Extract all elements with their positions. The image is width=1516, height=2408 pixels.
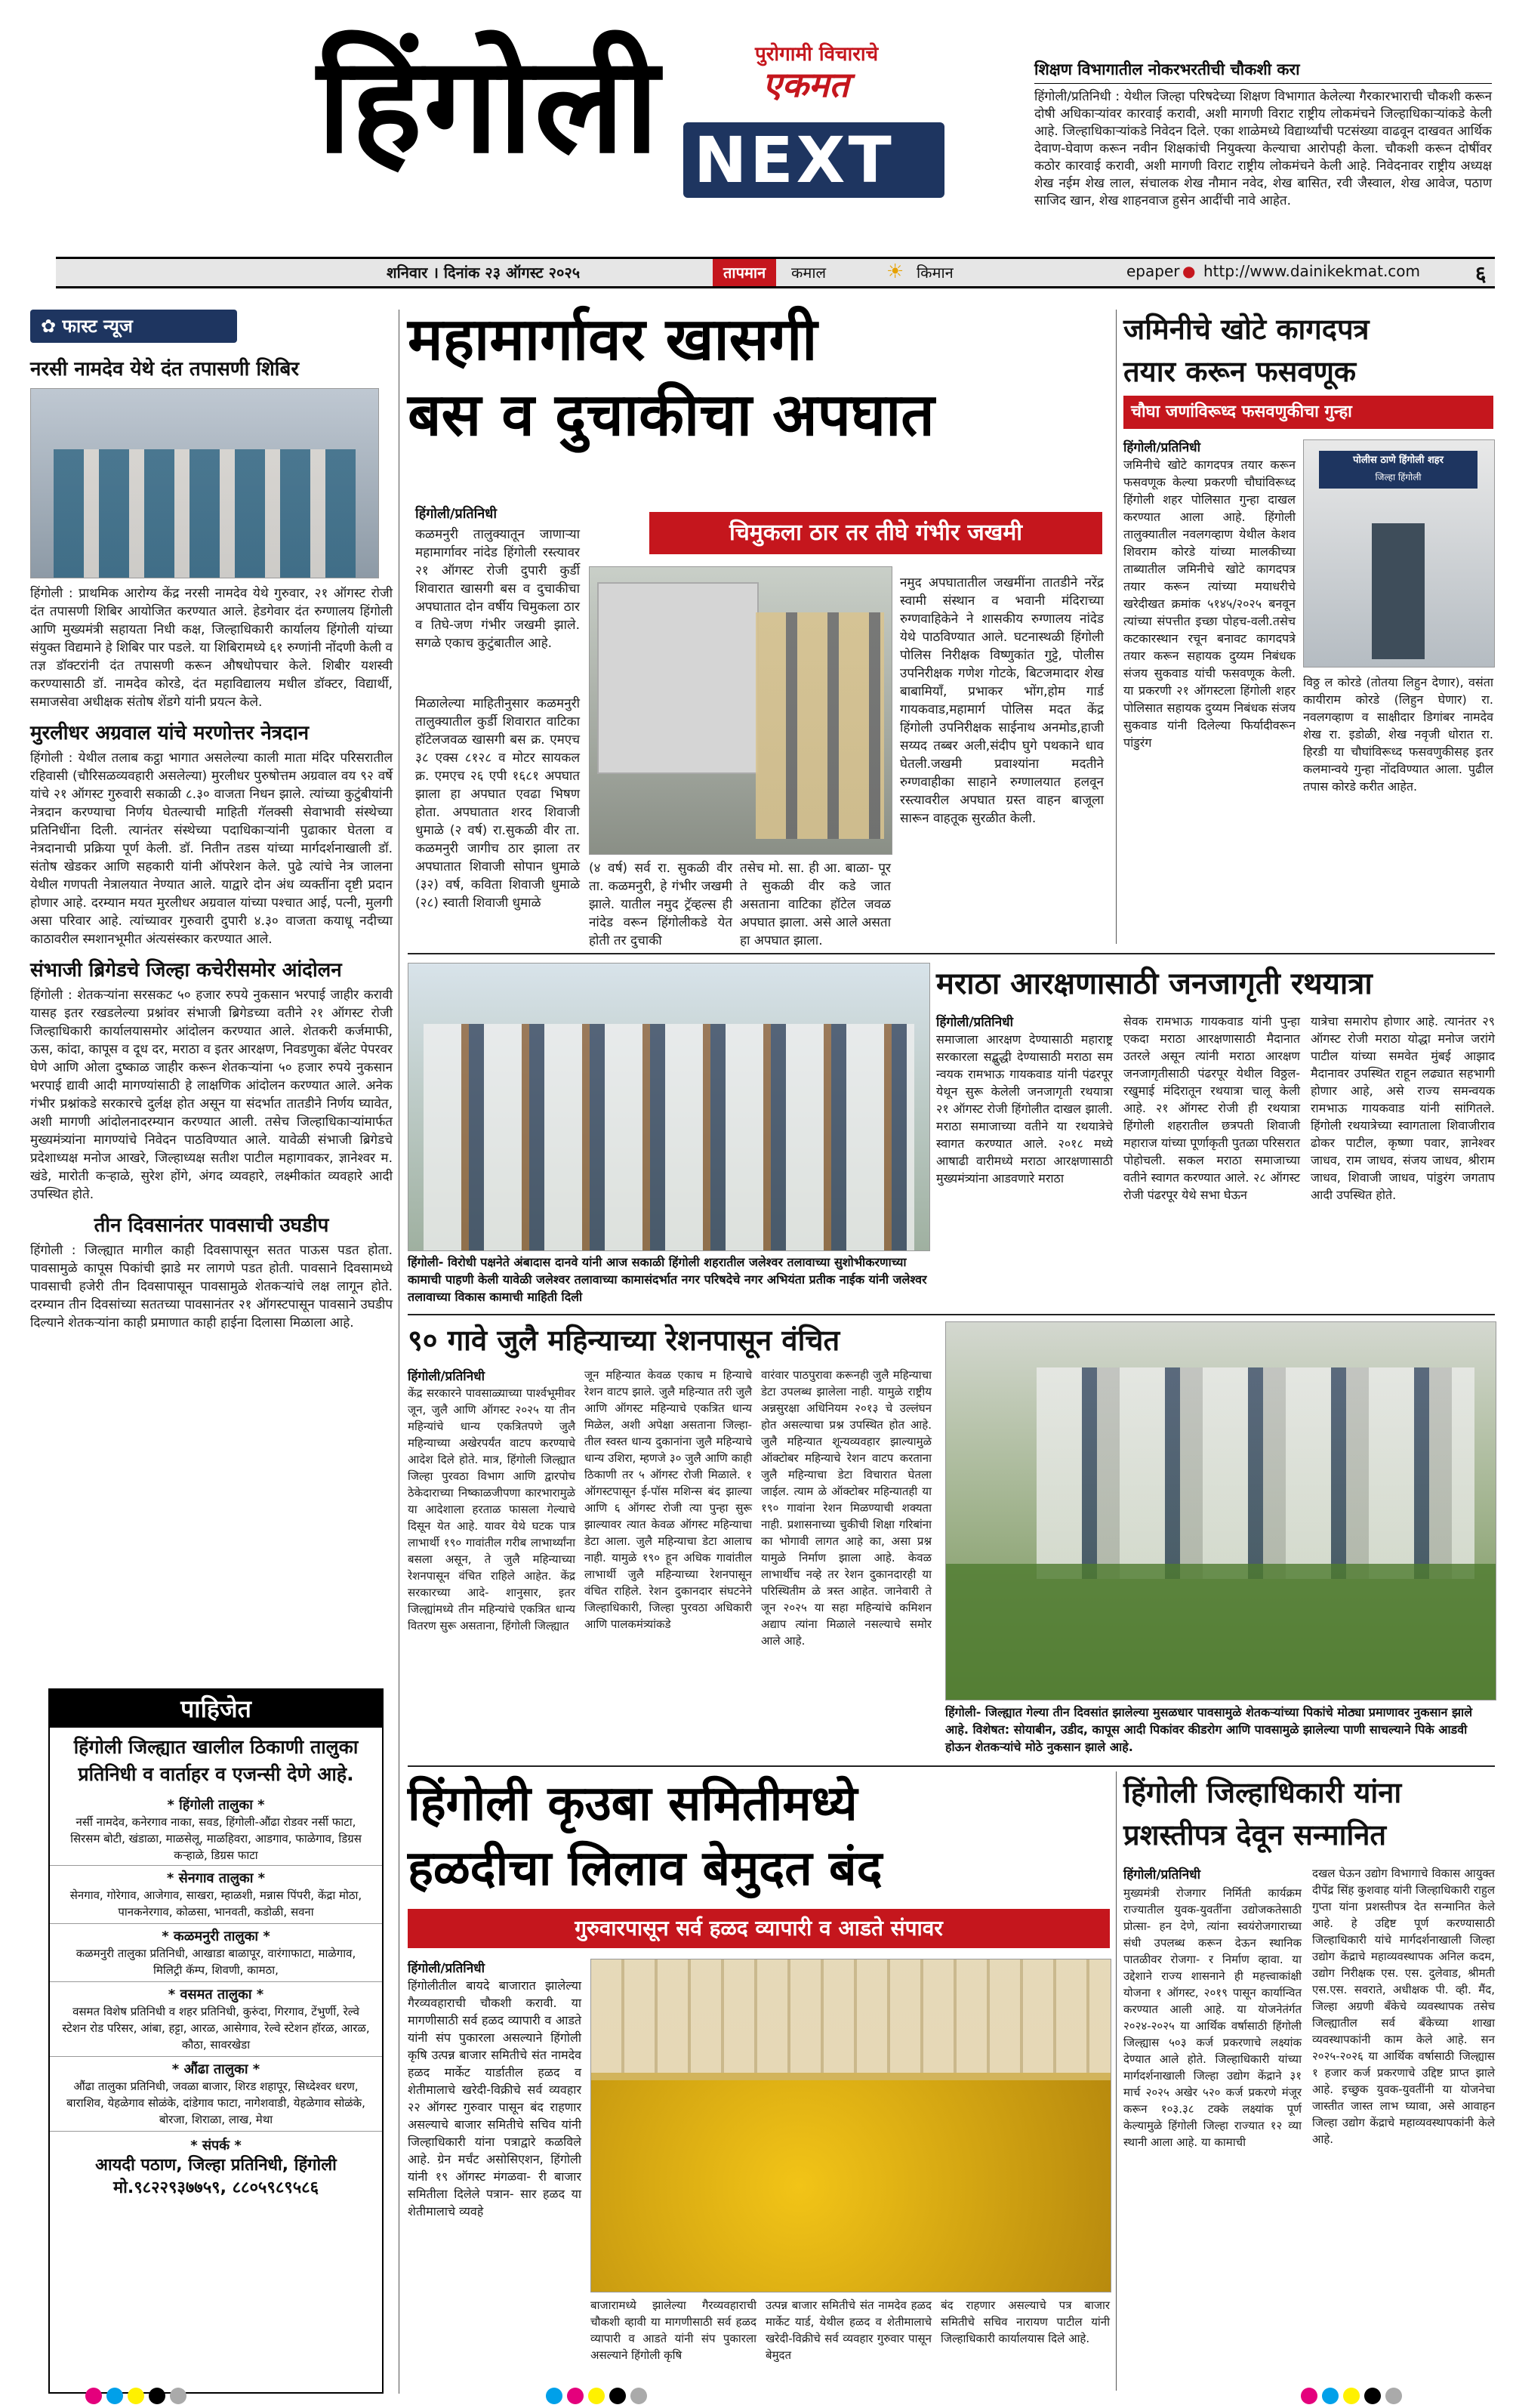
maratha-story xyxy=(936,963,1495,1310)
maratha-headline: मराठा आरक्षणासाठी जनजागृती रथयात्रा xyxy=(936,967,1373,1001)
lake-visit-caption: हिंगोली- विरोधी पक्षनेते अंबादास दानवे यांनी आज सकाळी हिंगोली शहरातील जलेश्वर तलावाच्या सुशोभीकरणाच्या कामाची पाहणी केली यावेळी जलेश्वर तलावाच्या कामासंदर्भात नगर परिषदेचे नगर अभियंता प्रतीक नाईक यांनी जलेश्वर तलावाच्या विकास कामाची माहिती दिली xyxy=(408,1255,927,1304)
maratha-dateline: हिंगोली/प्रतिनिधी xyxy=(936,1015,1014,1030)
date-line: शनिवार । दिनांक २३ ऑगस्ट २०२५ xyxy=(387,264,581,282)
people-group-shape xyxy=(424,1024,914,1250)
right-divider-2 xyxy=(1116,1771,1117,2391)
kamal-label: कमाल xyxy=(791,264,827,282)
wanted-header: पाहिजेत xyxy=(50,1690,382,1728)
story-rain-body: हिंगोली : जिल्ह्यात मागील काही दिवसापासून सतत पाऊस पडत होता. पावसामुळे कापूस पिकांची झाडे मर लागणे पडत होती. पावसाने दिवसामध्ये पावसाची हजेरी तीन दिवसापासून पावसामुळे शेतकऱ्यांचे लक्ष लागून होते. दरम्यान तीन दिवसांच्या सततच्या पावसानंतर २१ ऑगस्टपासून पावसाने उघडीप दिल्याने शेतकऱ्यांना काही प्रमाणात काही हाईना दिलासा मिळाला आहे. xyxy=(30,1243,393,1330)
flash-icon: ✿ xyxy=(41,316,63,337)
collector-story xyxy=(1123,1771,1495,2391)
accident-photo xyxy=(589,566,892,855)
lead-col-4: तसेच मो. सा. ही आ. बाळा- पूर ते सुकळी वीर कडे जात असताना वाटिका हॉटेल जवळ अपघात झाला. असे आले असता हा अपघात झाला. xyxy=(740,861,891,948)
top-brief-title: शिक्षण विभागातील नोकरभरतीची चौकशी करा xyxy=(1034,59,1492,84)
crop-field-shape xyxy=(946,1564,1496,1700)
contact-block xyxy=(50,2131,382,2204)
lead-headline-1: महामार्गावर खासगी xyxy=(408,306,818,374)
wanted-box xyxy=(48,1688,384,2394)
police-sign-line-1: पोलीस ठाणे हिंगोली शहर xyxy=(1353,455,1444,466)
top-brief xyxy=(1034,59,1492,263)
ration-story xyxy=(408,1320,936,1758)
page-number: ६ xyxy=(1475,261,1487,286)
turmeric-col-1: हिंगोलीतील बायदे बाजारात झालेल्या गैरव्यवहाराची चौकशी करावी. या मागणीसाठी सर्व हळद व्यापारी व आडते यांनी संप पुकारला असल्याने हिंगोली कृषि उत्पन्न बाजार समितीचे संत नामदेव हळद मार्केट यार्डातील हळद व शेतीमालाचे खरेदी-विक्रीचे सर्व व्यवहार २२ ऑगस्ट गुरुवार पासून बंद राहणार असल्याचे बाजार समितीचे सचिव यांनी जिल्हाधिकारी यांना पत्राद्वारे कळविले आहे. ग्रेन मर्चंट असोसिएशन, हिंगोली यांनी १९ ऑगस्ट मंगळवा- री बाजार समितीला दिलेले पत्रान- सार हळद या शेतीमालाचे व्यवहे xyxy=(408,1978,581,2218)
land-subhead: चौघा जणांविरूध्द फसवणुकीचा गुन्हा xyxy=(1123,396,1493,429)
website-link[interactable]: http://www.dainikekmat.com xyxy=(1203,262,1421,280)
turmeric-subhead: गुरुवारपासून सर्व हळद व्यापारी व आडते संपावर xyxy=(408,1909,1110,1948)
lead-col-3: (४ वर्ष) सर्व रा. सुकळी वीर ता. कळमनुरी, हे गंभीर जखमी झाले. यातील नमुद ट्रॅव्हल्स ही नांदेड वरून हिंगोलीकडे येत होती तर दुचाकी xyxy=(589,861,732,948)
story-narsi-title: नरसी नामदेव येथे दंत तपासणी शिबिर xyxy=(30,358,299,381)
story-agrawal-body: हिंगोली : येथील तलाब कट्ठा भागात असलेल्या काली माता मंदिर परिसरातील रहिवासी (चौरिसळव्यवहारी असलेल्या) मुरलीधर पुरुषोत्तम अग्रवाल वय ९२ वर्षे यांचे २१ ऑगस्ट गुरुवारी सकाळी ८.३० वाजता निधन झाले. त्यांच्या कुटुंबीयांनी नेत्रदान करण्याचा निर्णय घेतल्याची माहिती गॅलक्सी सेवाभावी संस्थेच्या प्रतिनिधींना दिली. त्यानंतर संस्थेच्या पदाधिकाऱ्यांनी पुढाकार घेतला व नेत्रदानाची प्रक्रिया पूर्ण केली. डॉ. नितीन तडस यांच्या मार्गदर्शनाखाली डॉ. संतोष खेडकर आणि सहकारी यांनी ऑपरेशन केले. पुढे त्यांचे नेत्र जालना येथील गणपती नेत्रालयात नेण्यात आले. याद्वारे दोन अंध व्यक्तींना दृष्टी प्रदान होणार आहे. दरम्यान मयत मुरलीधर अग्रवाल यांच्या पश्चात आई, पत्नी, मुलगी असा परिवार आहे. त्यांच्यावर गुरुवारी दुपारी ४.३० वाजता कयाधू नदीच्या काठावरील स्मशानभूमीत अंत्यसंस्कार करण्यात आले. xyxy=(30,751,393,947)
turmeric-col-3: उत्पन्न बाजार समितीचे संत नामदेव हळद मार्केट यार्ड, येथील हळद व शेतीमालाचे खरेदी-विक्रीचे सर्व व्यवहार गुरुवार पासून बेमुदत xyxy=(766,2299,932,2362)
taluka-name: * सेनगाव तालुका * xyxy=(166,1870,266,1886)
taluka-name: * कळमनुरी तालुका * xyxy=(162,1929,270,1944)
story-brigade-body: हिंगोली : शेतकऱ्यांना सरसकट ५० हजार रुपये नुकसान भरपाई जाहीर करावी यासह इतर रखडलेल्या प्रश्नांवर संभाजी ब्रिगेडच्या वतीने २१ ऑगस्ट रोजी जिल्हाधिकारी कार्यालयासमोर आंदोलन करण्यात आले. शेतकरी कर्जमाफी, ऊस, कांदा, कापूस व दूध दर, मराठा व इतर आरक्षण, निवडणुका बॅलेट पेपरवर घेणे आणि ओला दुष्काळ जाहीर करून शेतकऱ्यांना ५० हजार रुपये नुकसान भरपाई द्यावी आदी मागण्यांसाठी हे लाक्षणिक आंदोलन करण्यात आले. अनेक गंभीर प्रश्नांकडे सरकारचे दुर्लक्ष होत असून या संदर्भात तातडीने निर्णय घ्यावेत, अशी मागणी आंदोलनादरम्यान करण्यात आली. तसेच जिल्हाधिकाऱ्यांमार्फत मुख्यमंत्र्यांना मागण्यांचे निवेदन पाठविण्यात आले. यावेळी संभाजी ब्रिगेडचे प्रदेशाध्यक्ष मनोज आखरे, जिल्हाध्यक्ष सतीश पाटील महागावकर, ज्ञानेश्वर म. खंडे, मारोती कऱ्हाळे, सुरेश होंगे, अंगद व्यवहारे, लक्ष्मीकांत व्यवहारे आदी उपस्थित होते. xyxy=(30,988,393,1202)
taluka-places: औंढा तालुका प्रतिनिधी, जवळा बाजार, शिरड शहापूर, सिध्देश्वर धरण, बाराशिव, येहळेगाव सोळंके, दांडेगाव फाटा, नागेशवाडी, येहळेगाव सोळंके, बोरजा, शिराळा, लाख, मेथा xyxy=(66,2080,365,2126)
taluka-places: कळमनुरी तालुका प्रतिनिधी, आखाडा बाळापूर, वारंगाफाटा, माळेगाव, मिलिट्री कॅम्प, शिवणी, कामठा, xyxy=(75,1947,356,1977)
contact-label: * संपर्क * xyxy=(190,2138,242,2154)
officers-field-shape xyxy=(1037,1367,1474,1579)
dental-camp-photo xyxy=(30,388,379,578)
brand-tagline: पुरोगामी विचाराचे xyxy=(755,43,879,66)
color-dots-left xyxy=(83,2388,189,2407)
collector-col-1: मुख्यमंत्री रोजगार निर्मिती कार्यक्रम राज्यातील युवक-युवतींना उद्योजकतेसाठी प्रोत्सा- हन देणे, त्यांना स्वयंरोजगाराच्या संधी उपलब्ध करून देऊन स्थानिक पातळीवर रोजगा- र निर्माण व्हावा. या उद्देशाने राज्य शासनाने ही महत्त्वाकांक्षी योजना १ ऑगस्ट, २०१९ पासून कार्यान्वित करण्यात आली आहे. या योजनेतंर्गत २०२४-२०२५ या आर्थिक वर्षासाठी हिंगोली जिल्ह्यास ५०३ कर्ज प्रकरणाचे लक्ष्यांक देण्यात आले होते. जिल्हाधिकारी यांच्या मार्गदर्शनाखाली जिल्हा उद्योग केंद्राने ३१ मार्च २०२५ अखेर ५२० कर्ज प्रकरणे मंजूर करून १०३.३८ टक्के लक्ष्यांक पूर्ण केल्यामुळे हिंगोली जिल्हा राज्यात १२ व्या स्थानी आला आहे. या कामाची xyxy=(1123,1886,1302,2149)
ration-col-2: जून महिन्यात केवळ एकाच म हिन्याचे रेशन वाटप झाले. जुलै महिन्यात तरी जुलै आणि ऑगस्ट महिन्याचे एकत्रित धान्य मिळेल, अशी अपेक्षा असताना जिल्हा- तील स्वस्त धान्य दुकानांना जुलै महिन्याचे धान्य उशिरा, म्हणजे ३० जुलै आणि काही ठिकाणी तर ५ ऑगस्ट रोजी मिळाले. १ ऑगस्टपासून ई-पॉस मशिन्स बंद झाल्या आणि ६ ऑगस्ट रोजी त्या पुन्हा सुरू झाल्यावर त्यात केवळ ऑगस्ट महिन्याचा डेटा आला. जुलै महिन्याचा डेटा आलाच नाही. यामुळे १९० हून अधिक गावांतील लाभार्थी जुलै महिन्याच्या रेशनपासून वंचित राहिले. रेशन दुकानदार संघटनेने जिल्हाधिकारी, जिल्हा पुरवठा अधिकारी आणि पालकमंत्र्यांकडे xyxy=(584,1368,752,1631)
collector-dateline: हिंगोली/प्रतिनिधी xyxy=(1123,1867,1201,1882)
police-sign-board xyxy=(1319,451,1477,489)
color-dots-right xyxy=(1299,2388,1404,2407)
collector-headline-2: प्रशस्तीपत्र देवून सन्मानित xyxy=(1123,1818,1387,1851)
ration-dateline: हिंगोली/प्रतिनिधी xyxy=(408,1369,485,1384)
section-divider-1 xyxy=(408,953,1495,954)
turmeric-story xyxy=(408,1771,1110,2391)
taluka-block-3 xyxy=(50,1981,382,2056)
story-brigade-title: संभाजी ब्रिगेडचे जिल्हा कचेरीसमोर आंदोलन xyxy=(30,959,342,982)
lead-dateline: हिंगोली/प्रतिनिधी xyxy=(415,506,498,522)
lead-col-5: नमुद अपघातातील जखमींना तातडीने नरेंद्र स्वामी संस्थान व भवानी मंदिराच्या रुग्णवाहिकेने ने शासकीय रुग्णालय नांदेड येथे पाठविण्यात आले. घटनास्थळी हिंगोली पोलिस निरीक्षक विष्णुकांत गुट्टे, पोलीस उपनिरीक्षक गणेश गोटके, बिटजमादार शेख बाबामियाँ, प्रभाकर भोंग,होम गार्ड गायकवाड,महामार्ग पोलिस मदत केंद्र हिंगोली उपनिरीक्षक साईनाथ अनमोड,हाजी सय्यद तब्बर अली,संदीप घुगे पथकाने धाव घेतली.जखमी प्रवाश्यांना मदतीने रुग्णवाहीका साहाने रुग्णालयात हलवून रस्त्यावरील अपघात ग्रस्त वाहन बाजूला सारून वाहतूक सुरळीत केली. xyxy=(900,575,1104,826)
maratha-col-1: समाजाला आरक्षण देण्यासाठी महाराष्ट्र सरकारला सद्बुद्धी देण्यासाठी मराठा सम न्वयक रामभाऊ गायकवाड यांनी पंढरपूर येथून सुरू केलेली जनजागृती रथयात्रा २१ ऑगस्ट रोजी हिंगोलीत दाखल झाली. मराठा समाजाच्या वतीने या रथयात्रेचे स्वागत करण्यात आले. २०१८ मध्ये आषाढी वारीमध्ये मराठा आरक्षणासाठी मुख्यमंत्र्यांना आडवणारे मराठा xyxy=(936,1032,1113,1186)
taluka-name: * वसमत तालुका * xyxy=(168,1987,264,2003)
ration-headline: ९० गावे जुलै महिन्याच्या रेशनपासून वंचित xyxy=(408,1324,840,1357)
turmeric-market-photo xyxy=(590,1959,1111,2292)
brand-name: एकमत xyxy=(763,64,849,105)
land-col-1: जमिनीचे खोटे कागदपत्र तयार करून फसवणूक केल्या प्रकरणी चौघांविरूध्द हिंगोली शहर पोलिसात गुन्हा दाखल करण्यात आला आहे. हिंगोली तालुक्यातील नवलगव्हाण येथील केशव शिवराम कोरडे यांच्या मालकीच्या ताब्यातील जमिनीचे खोटे कागदपत्र तयार करून त्यांच्या मयाधरीचे खरेदीखत क्रमांक ५१४५/२०२५ बनवून त्यांच्या संपत्तीत इच्छा पोहच-वली.तसेच कटकारस्थान रचून बनावट कागदपत्रे तयार करून सहायक दुय्यम निबंधक संजय सुकवाड यांची फसवणूक केली. या प्रकरणी २१ ऑगस्टला हिंगोली शहर पोलिसात सहायक दुय्यम निबंधक संजय सुकवाड यांनी दिलेल्या फिर्यादीवरून पांडुरंग xyxy=(1123,458,1296,750)
lake-visit-photo xyxy=(408,963,930,1251)
collector-headline-1: हिंगोली जिल्हाधिकारी यांना xyxy=(1123,1776,1402,1809)
lead-story xyxy=(408,302,1110,948)
turmeric-headline-2: हळदीचा लिलाव बेमुदत बंद xyxy=(408,1841,883,1897)
taluka-block-0 xyxy=(50,1794,382,1865)
fast-news-label: फास्ट न्यूज xyxy=(62,316,133,337)
crop-damage-caption: हिंगोली- जिल्ह्यात गेल्या तीन दिवसांत झालेल्या मुसळधार पावसामुळे शेतकऱ्यांच्या पिकांचे मोठ्या प्रमाणावर नुकसान झाले आहे. विशेषत: सोयाबीन, उडीद, कापूस आदी पिकांवर कीडरोग आणि पावसामुळे झालेल्या पाणी साचल्याने पिके आडवी होऊन शेतकऱ्यांचे मोठे नुकसान झाले आहे. xyxy=(945,1705,1473,1754)
wanted-intro: हिंगोली जिल्ह्यात खालील ठिकाणी तालुका प्रतिनिधी व वार्ताहर व एजन्सी देणे आहे. xyxy=(73,1736,359,1785)
turmeric-heap-shape xyxy=(591,2080,1111,2292)
masthead-title: हिंगोली xyxy=(317,28,661,183)
top-brief-body: हिंगोली/प्रतिनिधी : येथील जिल्हा परिषदेच्या शिक्षण विभागात केलेल्या गैरकारभाराची चौकशी करून दोषी अधिकाऱ्यांवर कारवाई करावी, अशी मागणी विराट राष्ट्रीय लोकमंचने जिल्हाधिकाऱ्यांकडे केली आहे. जिल्हाधिकाऱ्यांकडे निवेदन दिले. एका शाळेमध्ये विद्यार्थ्यांची पटसंख्या वाढवून दाखवत आर्थिक देवाण-घेवाण करून नवीन शिक्षकांची नियुक्त्या केल्याचा आरोपही केला. चौकशी करून दोषींवर कठोर कारवाई करावी, अशी मागणी विराट राष्ट्रीय लोकमंचने केली आहे. निवेदनावर राष्ट्रीय अध्यक्ष शेख नईम शेख लाल, संचालक शेख नौमान नवेद, शेख बासित, रवी जैस्वाल, शेख आवेज, पठाण साजिद खान, शेख शाहनवाज हुसेन आदींची नावे आहेत. xyxy=(1034,89,1492,208)
lead-col-1: कळमनुरी तालुक्यातून जाणाऱ्या महामार्गावर नांदेड हिंगोली रस्त्यावर २१ ऑगस्ट रोजी दुपारी कुर्डी शिवारात खासगी बस व दुचाकीचा अपघातात दोन वर्षीय चिमुकला ठार व तिघे-जण गंभीर जखमी झाले. सगळे एकाच कुटुंबातील आहे. xyxy=(415,527,580,651)
turmeric-col-2: बाजारामध्ये झालेल्या गैरव्यवहाराची चौकशी व्हावी या मागणीसाठी सर्व हळद व्यापारी व आडते यांनी संप पुकारला असल्याने हिंगोली कृषि xyxy=(590,2299,756,2362)
officers-shape xyxy=(756,612,884,839)
epaper-label: epaper xyxy=(1126,262,1180,280)
registration-marks xyxy=(0,2386,1516,2408)
police-station-photo xyxy=(1303,439,1495,668)
right-divider xyxy=(1116,310,1117,944)
story-rain-title: तीन दिवसानंतर पावसाची उघडीप xyxy=(94,1214,329,1237)
kiman-label: किमान xyxy=(917,264,954,282)
next-logo-box xyxy=(683,122,944,198)
contact-phone: मो.९८२२९३७७५९, ८८०५९८९५८६ xyxy=(112,2178,319,2197)
globe-icon: ● xyxy=(1182,262,1196,280)
lead-headline-2: बस व दुचाकीचा अपघात xyxy=(408,381,935,449)
photo-people xyxy=(54,449,356,578)
land-story xyxy=(1123,308,1493,944)
door-shape xyxy=(1372,523,1425,659)
land-headline-1: जमिनीचे खोटे कागदपत्र xyxy=(1123,313,1370,346)
turmeric-dateline: हिंगोली/प्रतिनिधी xyxy=(408,1961,485,1976)
lead-subhead: चिमुकला ठार तर तीघे गंभीर जखमी xyxy=(649,512,1102,554)
color-dots-mid xyxy=(544,2388,649,2407)
lead-col-2: मिळालेल्या माहितीनुसार कळमनुरी तालुक्यातील कुर्डी शिवारात वाटिका हॉटेलजवळ खासगी बस क्र. एमएच ३८ एक्स ८१२८ व मोटर सायकल क्र. एमएच २६ एपी १६८१ अपघात झाला हा अपघात एवढा भिषण होता. अपघातात शरद शिवाजी धुमाळे (२ वर्ष) रा.सुकळी वीर ता. कळमनुरी जागीच ठार झाला तर अपघातात शिवाजी सोपान धुमाळे (३२) वर्ष, कविता शिवाजी धुमाळे (२८) स्वाती शिवाजी धुमाळे xyxy=(415,696,580,911)
taluka-places: वसमत विशेष प्रतिनिधी व शहर प्रतिनिधी, कुरुंदा, गिरगाव, टेंभुर्णी, रेल्वे स्टेशन रोड परिसर, आंबा, हट्टा, आरळ, आसेगाव, रेल्वे स्टेशन हॉरळ, आरळ, कौठा, सावरखेडा xyxy=(62,2005,370,2052)
police-sign-line-2: जिल्हा हिंगोली xyxy=(1375,472,1422,483)
taluka-block-4 xyxy=(50,2056,382,2131)
taluka-name: * औंढा तालुका * xyxy=(171,2061,260,2077)
taluka-places: सेनगाव, गोरेगाव, आजेगाव, साखरा, म्हाळशी, मन्नास पिंपरी, केंद्रा मोठा, पानकनेरगाव, कोळसा, भानवती, कडोळी, सवना xyxy=(69,1888,362,1919)
land-dateline: हिंगोली/प्रतिनिधी xyxy=(1123,440,1201,455)
taluka-name: * हिंगोली तालुका * xyxy=(167,1797,265,1813)
collector-col-2: दखल घेऊन उद्योग विभागाचे विकास आयुक्त दीपेंद्र सिंह कुशवाह यांनी जिल्हाधिकारी राहुल गुप्ता यांना प्रशस्तीपत्र देत सन्मानित केले आहे. हे उद्दिष्ट पूर्ण करण्यासाठी जिल्हाधिकारी यांचे मार्गदर्शनाखाली जिल्हा उद्योग केंद्राचे महाव्यवस्थापक अनिल कदम, उद्योग निरीक्षक एस. एस. दुलेवाड, श्रीमती एस.एस. सवराते, अधीक्षक पी. व्ही. मैंद, जिल्हा अग्रणी बँकेचे व्यवस्थापक तसेच जिल्ह्यातील सर्व बँकेच्या शाखा व्यवस्थापकांनी काम केले आहे. सन २०२५-२०२६ या आर्थिक वर्षासाठी जिल्ह्यास १ हजार कर्ज प्रकरणाचे उद्दिष्ट प्राप्त झाले आहे. इच्छुक युवक-युवतींनी या योजनेचा जास्तीत जास्त लाभ घ्यावा, असे आवाहन जिल्हा उद्योग केंद्राचे महाव्यवस्थापकांनी केले आहे. xyxy=(1312,1867,1495,2146)
taluka-block-1 xyxy=(50,1865,382,1923)
sacks-shape xyxy=(591,1959,1111,2073)
next-logo-text: NEXT xyxy=(694,123,895,197)
land-col-2: विठ्ठ ल कोरडे (तोतया लिहुन देणार), वसंता कायीराम कोरडे (लिहुन घेणार) रा. नवलगव्हाण व साक्षीदार डिगांबर नामदेव शेख रा. इडोळी, शेख नवृजी धोरात रा. हिरडी या चौघांविरूध्द फसवणुकीसह इतर कलमान्वये गुन्हा नोंदविण्यात आला. पुढील तपास कोरडे करीत आहेत. xyxy=(1303,675,1493,794)
maratha-col-3: यात्रेचा समारोप होणार आहे. त्यानंतर २९ ऑगस्ट रोजी मराठा योद्धा मनोज जरांगे पाटील यांच्या समवेत मुंबई आझाद मैदानावर उपस्थित राहून लढ्यात सहभागी होणार आहे, असे राज्य समन्वयक रामभाऊ गायकवाड यांनी सांगितले. हिंगोली रथयात्रेच्या स्वागताला शिवाजीराव ढोकर पाटील, कृष्णा पवार, ज्ञानेश्वर जाधव, राम जाधव, संजय जाधव, श्रीराम जाधव, शिवाजी जाधव, पांडुरंग जगताप आदी उपस्थित होते. xyxy=(1311,1014,1495,1202)
story-agrawal-title: मुरलीधर अग्रवाल यांचे मरणोत्तर नेत्रदान xyxy=(30,722,310,745)
tapman-label: तापमान xyxy=(713,259,776,286)
contact-name: आयदी पठाण, जिल्हा प्रतिनिधी, हिंगोली xyxy=(95,2156,337,2175)
date-bar xyxy=(56,257,1495,288)
bus-shape xyxy=(597,582,759,774)
story-narsi-body: हिंगोली : प्राथमिक आरोग्य केंद्र नरसी नामदेव येथे गुरुवार, २१ ऑगस्ट रोजी दंत तपासणी शिबिर आयोजित करण्यात आले. हेडगेवार दंत रुग्णालय हिंगोली आणि मुख्यमंत्री सहायता निधी कक्ष, जिल्हाधिकारी कार्यालय हिंगोली यांच्या संयुक्त विद्यमाने हे शिबिर पार पडले. या शिबिरामध्ये ६१ रुग्णांनी नोंदणी केली व तज्ञ डॉक्टरांनी दंत तपासणी करून औषधोपचार केले. शिबीर यशस्वी करण्यासाठी डॉ. नामदेव कोरडे, दंत महाविद्यालय मधील डॉक्टर, विद्यार्थी, समाजसेवा अधीक्षक संतोष शेंडगे यांनी प्रयत्न केले. xyxy=(30,586,393,710)
taluka-places: नर्सी नामदेव, कनेरगाव नाका, सवड, हिंगोली-औंढा रोडवर नर्सी फाटा, सिरसम बोटी, खंडाळा, माळसेलू, माळहिवरा, आडगाव, फाळेगाव, डिग्रस कऱ्हाळे, डिग्रस फाटा xyxy=(70,1815,362,1862)
sun-icon: ☀ xyxy=(886,261,904,283)
land-headline-2: तयार करून फसवणूक xyxy=(1123,355,1357,388)
section-divider-2 xyxy=(408,1314,1495,1315)
ration-col-1: केंद्र सरकारने पावसाळ्याच्या पार्श्वभूमीवर जून, जुलै आणि ऑगस्ट २०२५ या तीन महिन्यांचे धान्य एकत्रितपणे जुलै महिन्याच्या अखेरपर्यंत वाटप करण्याचे आदेश दिले होते. मात्र, हिंगोली जिल्ह्यात जिल्हा पुरवठा विभाग आणि द्वारपोच ठेकेदाराच्या निष्काळजीपणा कारभारामुळे या आदेशाला हरताळ फासला गेल्याचे दिसून येत आहे. यावर येथे घटक पात्र लाभार्थी १९० गावांतील गरीब लाभार्थ्यांना बसला असून, ते जुलै महिन्याच्या रेशनपासून वंचित राहिले आहेत. केंद्र सरकारच्या आदे- शानुसार, इतर जिल्ह्यांमध्ये तीन महिन्यांचे एकत्रित धान्य वितरण सुरू असताना, हिंगोली जिल्ह्यात xyxy=(408,1386,575,1633)
crop-damage-photo xyxy=(945,1321,1496,1700)
fast-news-banner xyxy=(30,310,237,343)
maratha-col-2: सेवक रामभाऊ गायकवाड यांनी पुन्हा एकदा मराठा आरक्षणासाठी मैदानात उतरले असून त्यांनी मराठा आरक्षण जनजागृतीसाठी पंढरपूर येथील विठ्ठल-रखुमाई मंदिरातून रथयात्रा चालू केली आहे. २१ ऑगस्ट रोजी ही रथयात्रा हिंगोली शहरातील छत्रपती शिवाजी महाराज यांच्या पूर्णाकृती पुतळा परिसरात पोहोचली. सकल मराठा समाजाच्या वतीने स्वागत करण्यात आले. २८ ऑगस्ट रोजी पंढरपूर येथे सभा घेऊन xyxy=(1123,1014,1300,1202)
turmeric-col-4: बंद राहणार असल्याचे पत्र बाजार समितीचे सचिव नारायण पाटील यांनी जिल्हाधिकारी कार्यालयास दिले आहे. xyxy=(941,2299,1110,2345)
section-divider-3 xyxy=(408,1765,1495,1767)
ration-col-3: वारंवार पाठपुरावा करूनही जुलै महिन्याचा डेटा उपलब्ध झालेला नाही. यामुळे राष्ट्रीय अन्नसुरक्षा अधिनियम २०१३ चे उल्लंघन होत असल्याचा प्रश्न उपस्थित होत आहे. जुलै महिन्यात शून्यव्यवहार झाल्यामुळे ऑक्टोबर महिन्याचे रेशन वाटप करताना जुलै महिन्याचा डेटा विचारात घेतला जाईल. त्याम ळे ऑक्टोबर महिन्यातही या १९० गावांना रेशन मिळण्याची शक्यता नाही. प्रशासनाच्या चुकीची शिक्षा गरिबांना का भोगावी लागत आहे का, असा प्रश्न यामुळे निर्माण झाला आहे. केवळ लाभार्थीच नव्हे तर रेशन दुकानदारही या परिस्थितीम ळे त्रस्त आहेत. जानेवारी ते जून २०२५ या सहा महिन्यांचे कमिशन अद्याप त्यांना मिळाले नसल्याचे समोर आले आहे. xyxy=(761,1368,932,1648)
taluka-block-2 xyxy=(50,1923,382,1981)
turmeric-headline-1: हिंगोली कृउबा समितीमध्ये xyxy=(408,1776,858,1832)
